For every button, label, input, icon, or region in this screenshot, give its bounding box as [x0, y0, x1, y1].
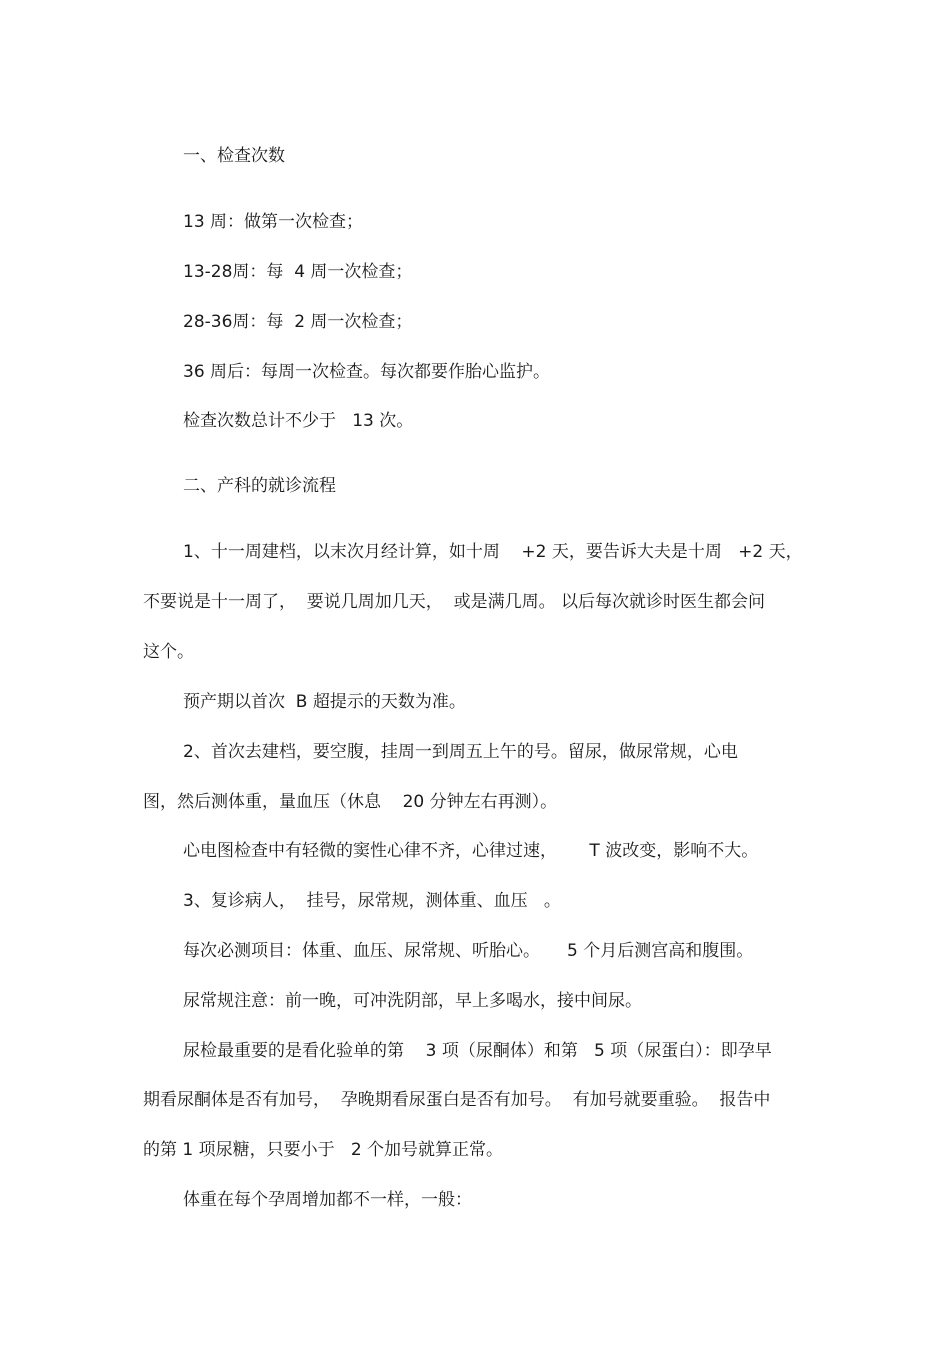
paragraph-line: 1、十一周建档，以末次月经计算，如十周 +2 天，要告诉大夫是十周 +2 天， [183, 542, 803, 562]
exam-schedule-item: 检查次数总计不少于 13 次。 [183, 411, 414, 431]
paragraph-line: 2、首次去建档，要空腹，挂周一到周五上午的号。留尿，做尿常规，心电 [183, 742, 738, 762]
paragraph-line: 的第 1 项尿糖，只要小于 2 个加号就算正常。 [143, 1140, 504, 1160]
paragraph-line: 每次必测项目：体重、血压、尿常规、听胎心。 5 个月后测宫高和腹围。 [183, 941, 754, 961]
paragraph-line: 这个。 [143, 642, 194, 662]
exam-schedule-item: 13 周：做第一次检查； [183, 212, 364, 232]
paragraph-line: 图，然后测体重，量血压（休息 20 分钟左右再测）。 [143, 792, 558, 812]
paragraph-line: 不要说是十一周了， 要说几周加几天， 或是满几周。 以后每次就诊时医生都会问 [143, 592, 766, 612]
section-heading-exam-count: 一、检查次数 [183, 146, 285, 166]
section-heading-visit-process: 二、产科的就诊流程 [183, 476, 336, 496]
paragraph-line: 心电图检查中有轻微的窦性心律不齐，心律过速， T 波改变，影响不大。 [183, 841, 759, 861]
exam-schedule-item: 36 周后：每周一次检查。每次都要作胎心监护。 [183, 362, 551, 382]
paragraph-line: 期看尿酮体是否有加号， 孕晚期看尿蛋白是否有加号。 有加号就要重验。 报告中 [143, 1090, 771, 1110]
paragraph-line: 体重在每个孕周增加都不一样，一般： [183, 1190, 472, 1210]
exam-schedule-item: 28-36周：每 2 周一次检查； [183, 312, 413, 332]
exam-schedule-item: 13-28周：每 4 周一次检查； [183, 262, 413, 282]
paragraph-line: 尿常规注意：前一晚，可冲洗阴部，早上多喝水，接中间尿。 [183, 991, 642, 1011]
paragraph-line: 尿检最重要的是看化验单的第 3 项（尿酮体）和第 5 项（尿蛋白）：即孕早 [183, 1041, 772, 1061]
paragraph-line: 3、复诊病人， 挂号，尿常规，测体重、血压 。 [183, 891, 561, 911]
paragraph-line: 预产期以首次 B 超提示的天数为准。 [183, 692, 466, 712]
